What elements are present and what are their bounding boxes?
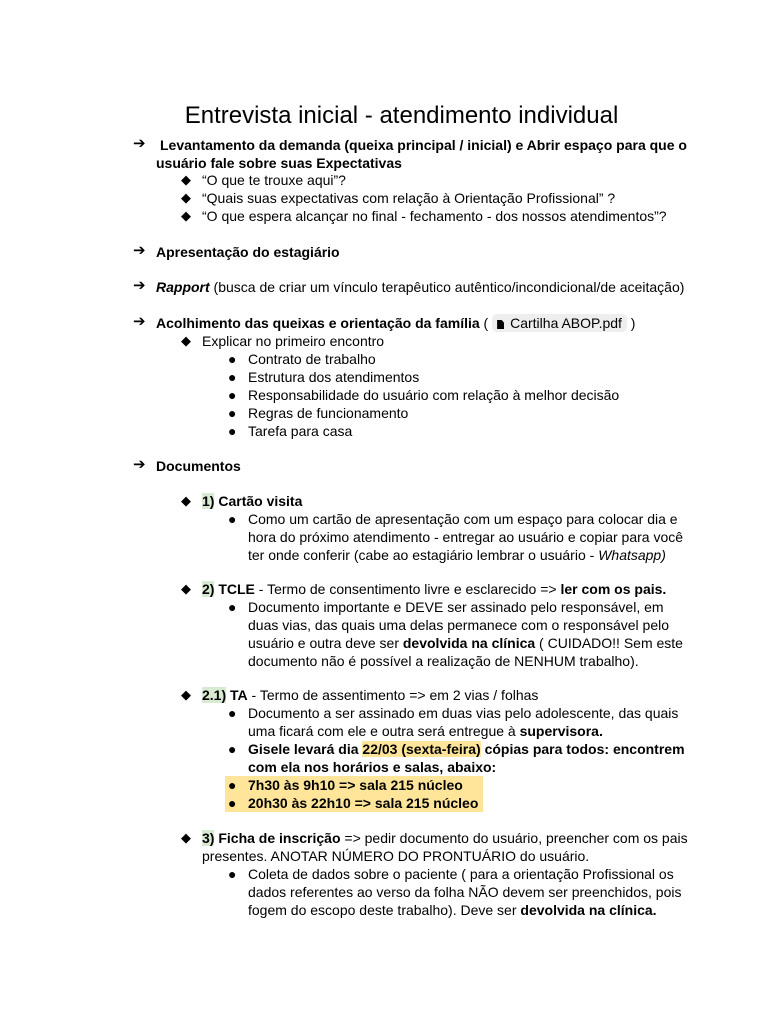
arrow-bullet-icon: ➔ bbox=[133, 135, 146, 152]
doc2-desc-line1: Documento importante e DEVE ser assinado pelo responsável, em bbox=[248, 599, 664, 615]
doc1-desc-line2: hora do próximo atendimento - entregar ao usuário e copiar para você bbox=[248, 529, 684, 545]
doc3-desc-line2: dados referentes ao verso da folha NÃO devem ser preenchidos, pois bbox=[248, 884, 682, 900]
dot-bullet-icon: ● bbox=[228, 795, 237, 811]
dot-bullet-icon: ● bbox=[228, 405, 237, 421]
s1-question-3: “O que espera alcançar no final - fechamento - dos nossos atendimentos”? bbox=[202, 208, 667, 224]
diamond-bullet-icon: ◆ bbox=[181, 581, 191, 596]
diamond-bullet-icon: ◆ bbox=[181, 172, 191, 187]
doc21-title: 2.1) TA - Termo de assentimento => em 2 vias / folhas bbox=[202, 687, 539, 703]
s4-list-item: Responsabilidade do usuário com relação à melhor decisão bbox=[248, 387, 620, 403]
s5-heading: Documentos bbox=[156, 458, 241, 474]
dot-bullet-icon: ● bbox=[228, 866, 237, 882]
dot-bullet-icon: ● bbox=[228, 369, 237, 385]
dot-bullet-icon: ● bbox=[228, 599, 237, 615]
schedule-slot-1: 7h30 às 9h10 => sala 215 núcleo bbox=[248, 777, 463, 793]
doc2-desc-line3: usuário e outra deve ser devolvida na clínica ( CUIDADO!! Sem este bbox=[248, 635, 683, 651]
doc1-desc-line3: ter onde conferir (cabe ao estagiário lembrar o usuário - Whatsapp) bbox=[248, 547, 666, 563]
dot-bullet-icon: ● bbox=[228, 741, 237, 757]
s4-heading: Acolhimento das queixas e orientação da família ( Cartilha ABOP.pdf ) bbox=[156, 315, 636, 331]
s1-heading-line2: usuário fale sobre suas Expectativas bbox=[156, 155, 402, 171]
dot-bullet-icon: ● bbox=[228, 511, 237, 527]
arrow-bullet-icon: ➔ bbox=[133, 277, 146, 294]
arrow-bullet-icon: ➔ bbox=[133, 313, 146, 330]
s1-question-2: “Quais suas expectativas com relação à Orientação Profissional” ? bbox=[202, 190, 616, 206]
s4-subheading: Explicar no primeiro encontro bbox=[202, 333, 385, 349]
diamond-bullet-icon: ◆ bbox=[181, 190, 191, 205]
doc3-desc-line1: Coleta de dados sobre o paciente ( para a orientação Profissional os bbox=[248, 866, 674, 882]
document-title: Entrevista inicial - atendimento individual bbox=[184, 102, 619, 129]
doc21-desc-line1: Documento a ser assinado em duas vias pelo adolescente, das quais bbox=[248, 705, 679, 721]
doc2-desc-line4: documento não é possível a realização de NENHUM trabalho). bbox=[248, 653, 639, 669]
s4-list-item: Regras de funcionamento bbox=[248, 405, 409, 421]
arrow-bullet-icon: ➔ bbox=[133, 242, 146, 259]
doc3-title: 3) Ficha de inscrição => pedir documento do usuário, preencher com os pais bbox=[202, 830, 688, 846]
dot-bullet-icon: ● bbox=[228, 777, 237, 793]
schedule-slot-2: 20h30 às 22h10 => sala 215 núcleo bbox=[248, 795, 479, 811]
doc1-desc-line1: Como um cartão de apresentação com um espaço para colocar dia e bbox=[248, 511, 678, 527]
dot-bullet-icon: ● bbox=[228, 705, 237, 721]
doc3-desc-line3: fogem do escopo deste trabalho). Deve ser devolvida na clínica. bbox=[248, 902, 657, 918]
doc21-gisele-line1: Gisele levará dia 22/03 (sexta-feira) cópias para todos: encontrem bbox=[248, 741, 685, 757]
dot-bullet-icon: ● bbox=[228, 387, 237, 403]
diamond-bullet-icon: ◆ bbox=[181, 333, 191, 348]
s4-list-item: Contrato de trabalho bbox=[248, 351, 376, 367]
doc21-gisele-line2: com ela nos horários e salas, abaixo: bbox=[248, 759, 497, 775]
doc2-desc-line2: duas vias, das quais uma delas permanece com o responsável pelo bbox=[248, 617, 670, 633]
s3-rapport-line: Rapport (busca de criar um vínculo terapêutico autêntico/incondicional/de aceitação) bbox=[156, 279, 685, 295]
s4-list-item: Estrutura dos atendimentos bbox=[248, 369, 420, 385]
diamond-bullet-icon: ◆ bbox=[181, 208, 191, 223]
s1-question-1: “O que te trouxe aqui”? bbox=[202, 172, 346, 188]
doc1-title: 1) Cartão visita bbox=[202, 493, 303, 509]
s1-heading-line1: Levantamento da demanda (queixa principal / inicial) e Abrir espaço para que o bbox=[160, 137, 687, 153]
s4-list-item: Tarefa para casa bbox=[248, 423, 353, 439]
dot-bullet-icon: ● bbox=[228, 423, 237, 439]
diamond-bullet-icon: ◆ bbox=[181, 493, 191, 508]
diamond-bullet-icon: ◆ bbox=[181, 830, 191, 845]
diamond-bullet-icon: ◆ bbox=[181, 687, 191, 702]
doc2-title: 2) TCLE - Termo de consentimento livre e esclarecido => ler com os pais. bbox=[202, 581, 667, 597]
file-chip[interactable]: Cartilha ABOP.pdf bbox=[492, 314, 627, 332]
file-icon bbox=[497, 320, 504, 329]
doc21-desc-line2: uma ficará com ele e outra será entregue à supervisora. bbox=[248, 723, 603, 739]
doc3-title-line2: presentes. ANOTAR NÚMERO DO PRONTUÁRIO do usuário. bbox=[202, 848, 590, 864]
arrow-bullet-icon: ➔ bbox=[133, 456, 146, 473]
s2-heading: Apresentação do estagiário bbox=[156, 244, 340, 260]
dot-bullet-icon: ● bbox=[228, 351, 237, 367]
